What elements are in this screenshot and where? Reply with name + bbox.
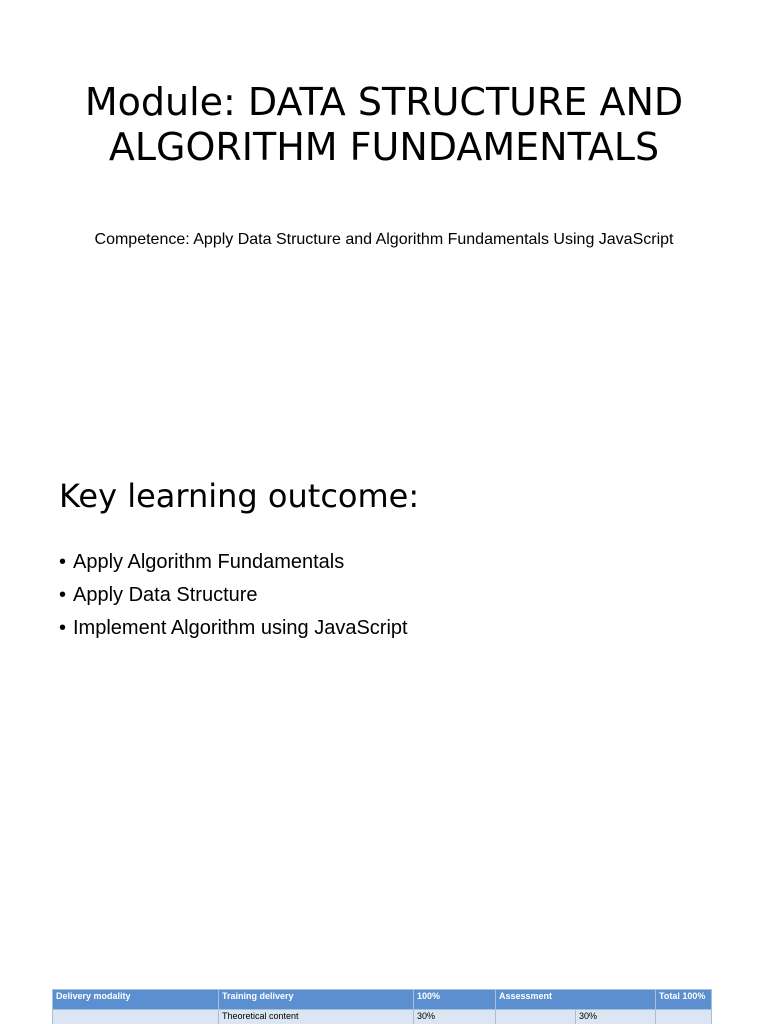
- competence-subtitle: Competence: Apply Data Structure and Algorithm Fundamentals Using JavaScript: [94, 231, 674, 248]
- delivery-table-container: [52, 989, 711, 1024]
- table-row: [53, 1010, 712, 1024]
- table-header-cell: Assessment: [496, 990, 656, 1010]
- outcome-text: Apply Algorithm Fundamentals: [73, 551, 345, 573]
- table-cell: 30%: [414, 1010, 496, 1024]
- list-item: • Apply Algorithm Fundamentals: [59, 548, 408, 581]
- outcomes-heading: Key learning outcome:: [59, 477, 420, 515]
- table-cell: [656, 1010, 712, 1024]
- table-header-row: [53, 990, 712, 1010]
- list-item: • Implement Algorithm using JavaScript: [59, 614, 408, 647]
- table-cell: Theoretical content: [219, 1010, 414, 1024]
- outcome-text: Implement Algorithm using JavaScript: [73, 617, 408, 639]
- table-header-cell: 100%: [414, 990, 496, 1010]
- outcomes-list: [59, 548, 408, 647]
- table-cell: [496, 1010, 576, 1024]
- table-header-cell: Delivery modality: [53, 990, 219, 1010]
- outcome-text: Apply Data Structure: [73, 584, 258, 606]
- table-header-cell: Total 100%: [656, 990, 712, 1010]
- module-title: Module: DATA STRUCTURE AND ALGORITHM FUNDAMENTALS: [84, 80, 684, 169]
- delivery-table: [52, 989, 712, 1024]
- table-header-cell: Training delivery: [219, 990, 414, 1010]
- list-item: • Apply Data Structure: [59, 581, 408, 614]
- table-cell: 30%: [576, 1010, 656, 1024]
- table-cell: [53, 1010, 219, 1024]
